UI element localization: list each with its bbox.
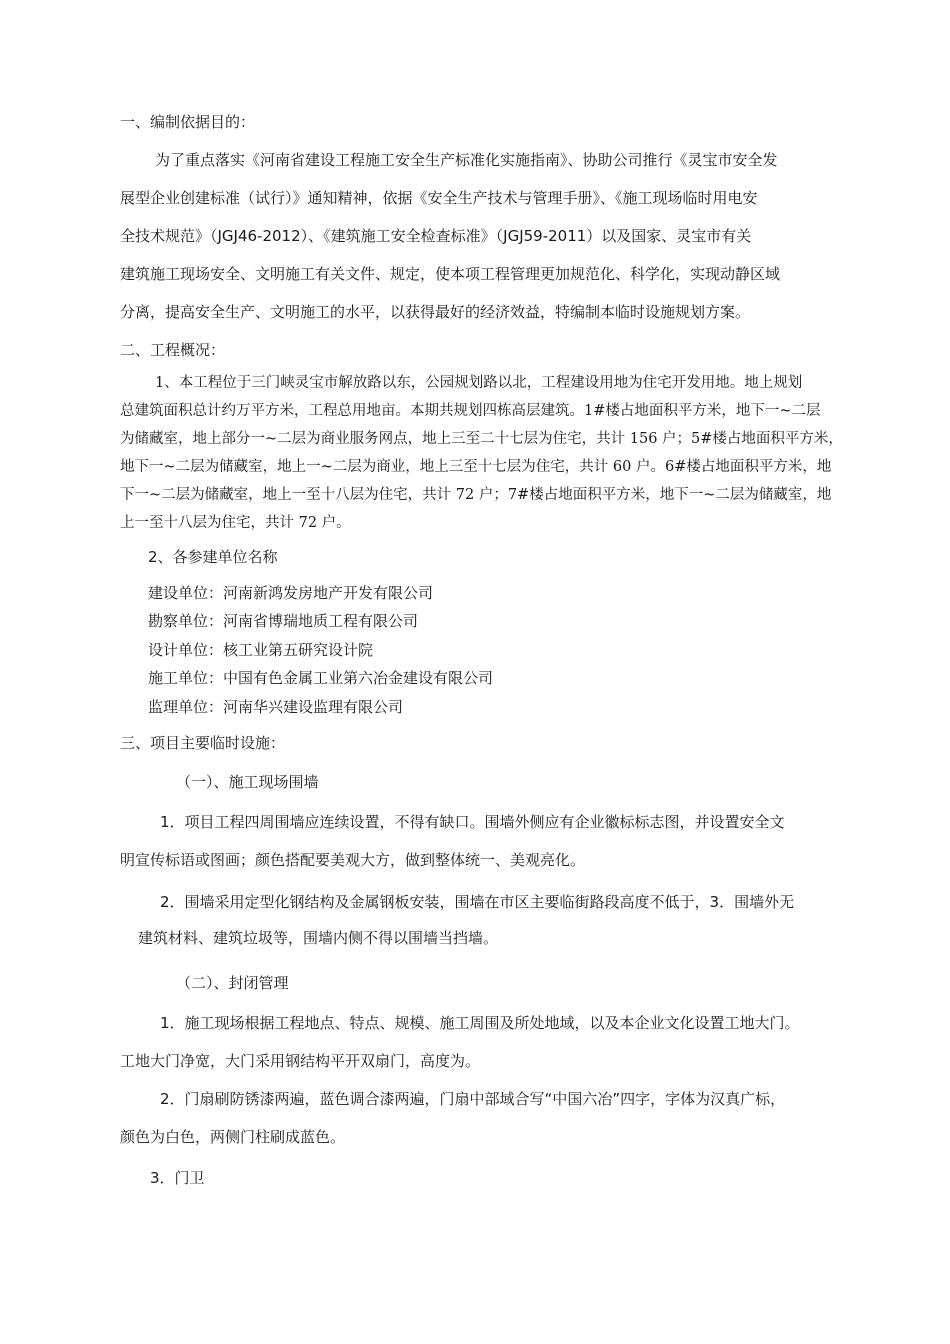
- units-title: 2、各参建单位名称: [148, 548, 278, 566]
- paragraph-line: 明宣传标语或图画；颜色搭配要美观大方，做到整体统一、美观亮化。: [120, 851, 586, 869]
- subsection-title-fence: （一）、施工现场围墙: [176, 773, 319, 791]
- unit-construction: 建设单位：河南新鸿发房地产开发有限公司: [148, 584, 434, 602]
- overview-line: 上一至十八层为住宅，共计 72 户。: [120, 515, 351, 531]
- subsection-title-closed-management: （二）、封闭管理: [176, 974, 289, 992]
- paragraph-line: 2．围墙采用定型化钢结构及金属钢板安装，围墙在市区主要临街路段高度不低于，3．围墙外无: [160, 893, 795, 911]
- paragraph-line: 1．项目工程四周围墙应连续设置，不得有缺口。围墙外侧应有企业徽标标志图，并设置安全文: [160, 813, 785, 831]
- section-heading-overview: 二、工程概况：: [120, 341, 226, 359]
- paragraph-line: 全技术规范》（JGJ46-2012）、《建筑施工安全检查标准》（JGJ59-2011）以及国家、灵宝市有关: [120, 227, 752, 245]
- paragraph-line: 工地大门净宽，大门采用钢结构平开双扇门，高度为。: [120, 1052, 481, 1070]
- paragraph-line: 建筑施工现场安全、文明施工有关文件、规定，使本项工程管理更加规范化、科学化，实现动静区域: [120, 265, 781, 283]
- paragraph-line: 2．门扇刷防锈漆两遍，蓝色调合漆两遍，门扇中部域合写“中国六冶”四字，字体为汉真广标，: [160, 1090, 786, 1108]
- unit-survey: 勘察单位：河南省博瑞地质工程有限公司: [148, 612, 419, 630]
- section-heading-basis: 一、编制依据目的：: [120, 113, 256, 131]
- overview-line: 1、本工程位于三门峡灵宝市解放路以东，公园规划路以北，工程建设用地为住宅开发用地。地上规划: [155, 375, 803, 391]
- section-heading-facilities: 三、项目主要临时设施：: [120, 734, 286, 752]
- paragraph-line-guard: 3．门卫: [150, 1169, 205, 1187]
- overview-line: 总建筑面积总计约万平方米，工程总用地亩。本期共规划四栋高层建筑。1#楼占地面积平方米，地下一~二层: [120, 403, 821, 419]
- overview-line: 地下一~二层为储藏室，地上一~二层为商业，地上三至十七层为住宅，共计 60 户。6#楼占地面积平方米，地: [120, 459, 832, 475]
- paragraph-line: 颜色为白色，两侧门柱刷成蓝色。: [120, 1128, 346, 1146]
- paragraph-line: 1．施工现场根据工程地点、特点、规模、施工周围及所处地域，以及本企业文化设置工地大门。: [160, 1014, 800, 1032]
- unit-design: 设计单位：核工业第五研究设计院: [148, 641, 374, 659]
- overview-line: 为储藏室，地上部分一~二层为商业服务网点，地上三至二十七层为住宅，共计 156 户；5#楼占地面积平方米，: [120, 431, 843, 447]
- paragraph-line: 建筑材料、建筑垃圾等，围墙内侧不得以围墙当挡墙。: [138, 929, 499, 947]
- paragraph-line: 展型企业创建标准（试行）》通知精神，依据《安全生产技术与管理手册》、《施工现场临时用电安: [120, 189, 758, 207]
- overview-line: 下一~二层为储藏室，地上一至十八层为住宅，共计 72 户；7#楼占地面积平方米，地下一~二层为储藏室，地: [120, 487, 832, 503]
- paragraph-line: 为了重点落实《河南省建设工程施工安全生产标准化实施指南》、协助公司推行《灵宝市安全发: [155, 151, 778, 169]
- unit-supervisor: 监理单位：河南华兴建设监理有限公司: [148, 698, 404, 716]
- paragraph-line: 分离，提高安全生产、文明施工的水平，以获得最好的经济效益，特编制本临时设施规划方案。: [120, 303, 751, 321]
- unit-builder: 施工单位：中国有色金属工业第六冶金建设有限公司: [148, 669, 494, 687]
